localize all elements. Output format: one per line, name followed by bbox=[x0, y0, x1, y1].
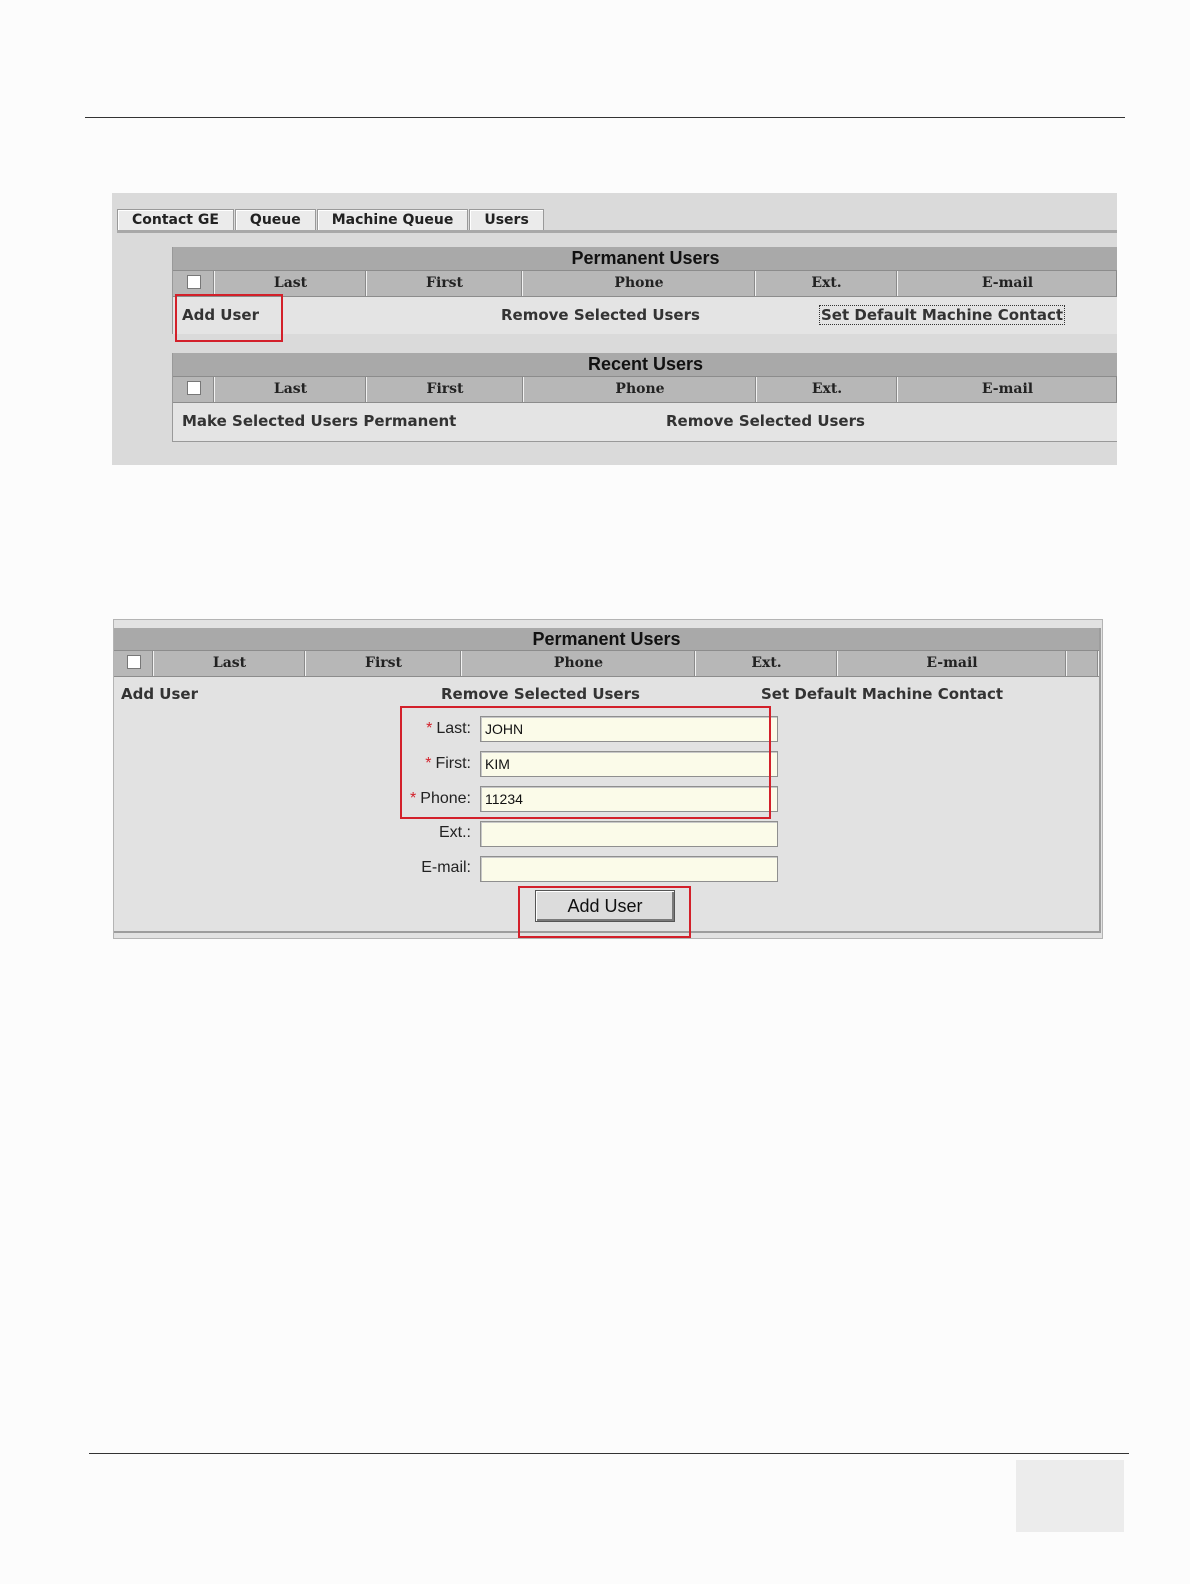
column-last[interactable]: Last bbox=[154, 651, 306, 676]
permanent-users-panel bbox=[114, 628, 1101, 933]
footer-rule bbox=[89, 1453, 1129, 1454]
column-header-row bbox=[114, 651, 1099, 677]
column-header-row bbox=[173, 377, 1117, 403]
select-all-checkbox[interactable] bbox=[187, 275, 201, 289]
header-rule bbox=[85, 117, 1125, 118]
add-user-form-screenshot bbox=[113, 619, 1103, 939]
column-phone[interactable]: Phone bbox=[523, 271, 756, 296]
set-default-machine-contact-link[interactable]: Set Default Machine Contact bbox=[821, 306, 1064, 324]
first-name-row bbox=[114, 750, 471, 778]
column-phone[interactable]: Phone bbox=[462, 651, 696, 676]
select-all-cell bbox=[173, 377, 215, 402]
tab-users[interactable]: Users bbox=[469, 209, 543, 230]
remove-selected-users-link[interactable]: Remove Selected Users bbox=[441, 685, 640, 703]
tab-queue[interactable]: Queue bbox=[235, 209, 316, 230]
add-user-button[interactable]: Add User bbox=[535, 890, 675, 922]
column-email[interactable]: E-mail bbox=[898, 377, 1117, 402]
column-first[interactable]: First bbox=[367, 377, 524, 402]
column-header-row bbox=[173, 271, 1117, 297]
column-email[interactable]: E-mail bbox=[838, 651, 1067, 676]
required-marker: * bbox=[410, 790, 417, 807]
required-marker: * bbox=[425, 755, 432, 772]
column-ext[interactable]: Ext. bbox=[756, 271, 898, 296]
last-name-row bbox=[114, 715, 471, 743]
recent-users-panel bbox=[172, 353, 1117, 442]
ext-row bbox=[114, 819, 471, 847]
email-input[interactable] bbox=[480, 856, 778, 882]
last-name-input[interactable]: JOHN bbox=[480, 716, 778, 742]
email-label: E-mail: bbox=[421, 859, 471, 876]
add-user-link[interactable]: Add User bbox=[121, 685, 198, 703]
column-first[interactable]: First bbox=[306, 651, 462, 676]
column-first[interactable]: First bbox=[367, 271, 523, 296]
ext-input[interactable] bbox=[480, 821, 778, 847]
column-spacer bbox=[1067, 651, 1099, 676]
permanent-users-panel bbox=[172, 247, 1117, 334]
tab-machine-queue[interactable]: Machine Queue bbox=[317, 209, 469, 230]
phone-row bbox=[114, 785, 471, 813]
column-phone[interactable]: Phone bbox=[524, 377, 757, 402]
page-number-box bbox=[1016, 1460, 1124, 1532]
tab-contact-ge[interactable]: Contact GE bbox=[117, 209, 234, 230]
column-ext[interactable]: Ext. bbox=[757, 377, 898, 402]
last-name-label: * Last: bbox=[426, 720, 471, 737]
first-name-input[interactable]: KIM bbox=[480, 751, 778, 777]
add-user-link[interactable]: Add User bbox=[182, 306, 259, 324]
users-tab-screenshot bbox=[112, 193, 1117, 465]
tab-bar bbox=[117, 209, 545, 231]
tab-underline bbox=[117, 230, 1117, 233]
phone-input[interactable]: 11234 bbox=[480, 786, 778, 812]
column-last[interactable]: Last bbox=[215, 271, 367, 296]
column-last[interactable]: Last bbox=[215, 377, 367, 402]
actions-row bbox=[114, 677, 1099, 711]
select-all-cell bbox=[114, 651, 154, 676]
actions-row bbox=[173, 297, 1117, 333]
set-default-machine-contact-link[interactable]: Set Default Machine Contact bbox=[761, 685, 1004, 703]
select-all-cell bbox=[173, 271, 215, 296]
phone-label: * Phone: bbox=[410, 790, 471, 807]
column-ext[interactable]: Ext. bbox=[696, 651, 838, 676]
select-all-checkbox[interactable] bbox=[127, 655, 141, 669]
first-name-label: * First: bbox=[425, 755, 471, 772]
remove-selected-users-link[interactable]: Remove Selected Users bbox=[501, 306, 700, 324]
select-all-checkbox[interactable] bbox=[187, 381, 201, 395]
panel-title: Recent Users bbox=[173, 353, 1117, 377]
required-marker: * bbox=[426, 720, 433, 737]
remove-selected-users-link[interactable]: Remove Selected Users bbox=[666, 412, 865, 430]
panel-title: Permanent Users bbox=[114, 628, 1099, 651]
make-selected-permanent-link[interactable]: Make Selected Users Permanent bbox=[182, 412, 457, 430]
email-row bbox=[114, 854, 471, 882]
ext-label: Ext.: bbox=[438, 824, 471, 841]
panel-title: Permanent Users bbox=[173, 247, 1117, 271]
column-email[interactable]: E-mail bbox=[898, 271, 1117, 296]
actions-row bbox=[173, 403, 1117, 439]
